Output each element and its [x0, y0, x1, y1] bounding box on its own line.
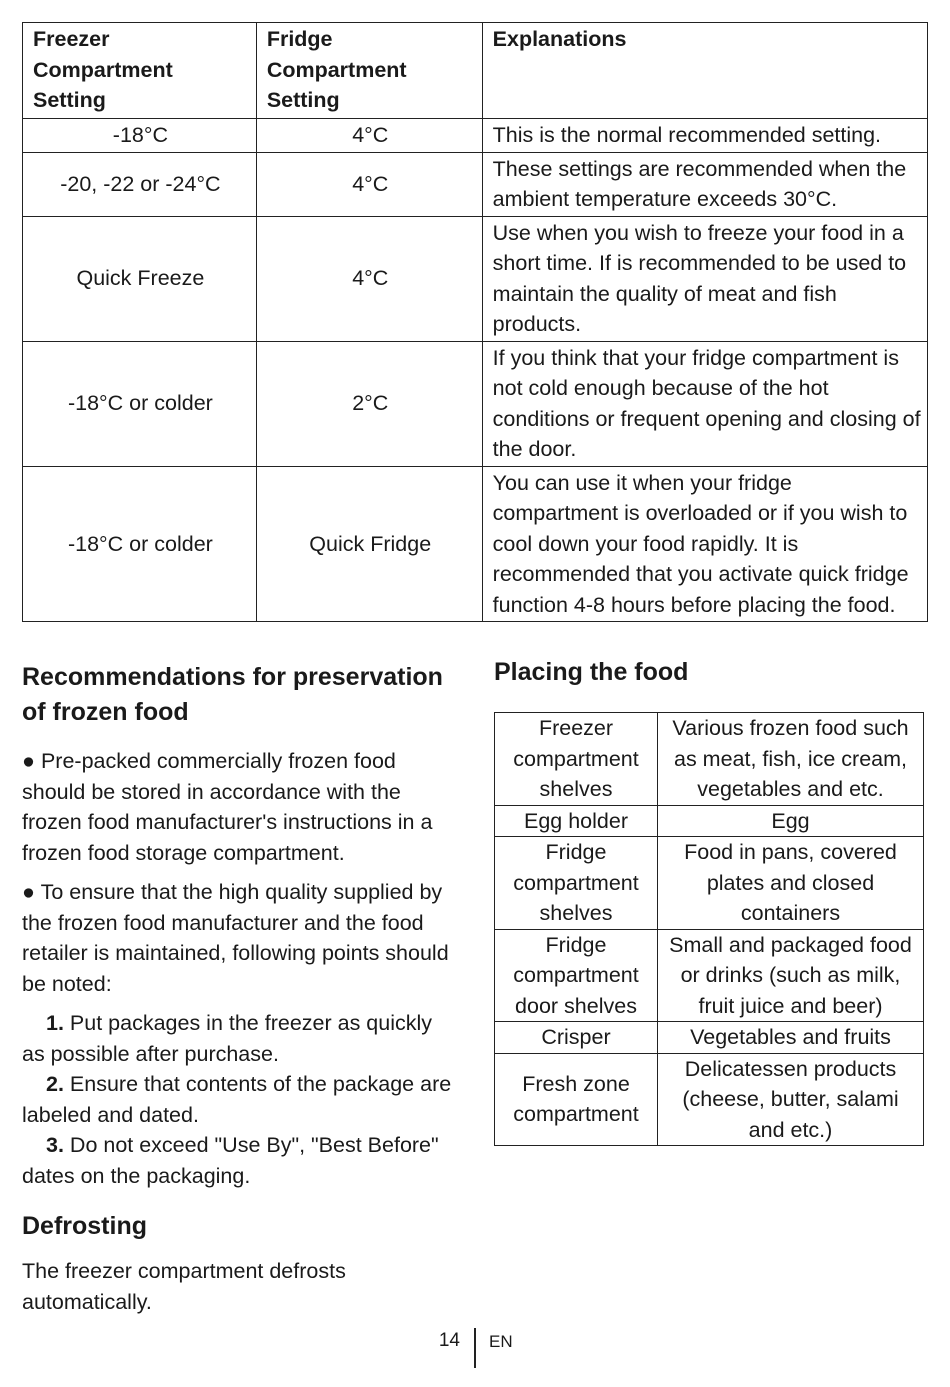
table-row [23, 119, 928, 153]
place-cell: Fridge compartment shelves [495, 837, 658, 930]
step-number: 3. [46, 1133, 64, 1157]
fridge-setting: 2°C [256, 341, 482, 466]
language-code: EN [489, 1332, 513, 1351]
table-row [23, 152, 928, 216]
place-cell: Fresh zone compartment [495, 1053, 658, 1146]
freezer-setting: Quick Freeze [23, 216, 257, 341]
table-row [23, 216, 928, 341]
fridge-setting: 4°C [256, 119, 482, 153]
fridge-setting: Quick Fridge [256, 466, 482, 622]
explanation: This is the normal recommended setting. [482, 119, 927, 153]
food-cell: Vegetables and fruits [658, 1022, 924, 1054]
table-row [495, 1053, 924, 1146]
place-cell: Freezer compartment shelves [495, 713, 658, 806]
explanation: These settings are recommended when the ambient temperature exceeds 30°C. [482, 152, 927, 216]
left-column [22, 660, 452, 1317]
table-row [495, 713, 924, 806]
freezer-setting: -18°C [23, 119, 257, 153]
table-row [495, 837, 924, 930]
food-cell: Food in pans, covered plates and closed containers [658, 837, 924, 930]
food-cell: Egg [658, 805, 924, 837]
placing-title: Placing the food [494, 658, 689, 686]
header-freezer: Freezer Compartment Setting [23, 23, 257, 119]
fridge-setting: 4°C [256, 216, 482, 341]
table-row [495, 805, 924, 837]
bullet-paragraph: ● Pre-packed commercially frozen food should be stored in accordance with the frozen food manufacturer's instructions in a frozen food storage compartment. [22, 749, 433, 865]
explanation: You can use it when your fridge compartment is overloaded or if you wish to cool down your food rapidly. It is recommended that you activate quick fridge function 4-8 hours before placing the food. [482, 466, 927, 622]
step-number: 2. [46, 1072, 64, 1096]
place-cell: Egg holder [495, 805, 658, 837]
bullet-paragraph: ● To ensure that the high quality supplied by the frozen food manufacturer and the food retailer is maintained, following points should be noted: [22, 880, 449, 996]
header-explanations: Explanations [482, 23, 927, 119]
step-item [22, 1069, 452, 1130]
step-item [22, 1130, 452, 1191]
step-number: 1. [46, 1011, 64, 1035]
table-row [23, 466, 928, 622]
place-cell: Fridge compartment door shelves [495, 929, 658, 1022]
table-row [23, 341, 928, 466]
freezer-setting: -18°C or colder [23, 466, 257, 622]
step-text: Ensure that contents of the package are labeled and dated. [22, 1072, 452, 1127]
page-footer [0, 1328, 950, 1368]
table-row [495, 929, 924, 1022]
footer-divider [474, 1328, 476, 1368]
defrosting-text: The freezer compartment defrosts automatically. [22, 1259, 346, 1314]
food-cell: Small and packaged food or drinks (such as milk, fruit juice and beer) [658, 929, 924, 1022]
freezer-setting: -20, -22 or -24°C [23, 152, 257, 216]
settings-table [22, 22, 928, 622]
food-cell: Delicatessen products (cheese, butter, salami and etc.) [658, 1053, 924, 1146]
freezer-setting: -18°C or colder [23, 341, 257, 466]
explanation: If you think that your fridge compartment is not cold enough because of the hot conditions or frequent opening and closing of the door. [482, 341, 927, 466]
step-text: Do not exceed "Use By", "Best Before" dates on the packaging. [22, 1133, 439, 1188]
fridge-setting: 4°C [256, 152, 482, 216]
recommendations-title: Recommendations for preservation of frozen food [22, 663, 443, 726]
placing-table [494, 712, 924, 1146]
step-text: Put packages in the freezer as quickly as possible after purchase. [22, 1011, 433, 1066]
header-fridge: Fridge Compartment Setting [256, 23, 482, 119]
table-row [495, 1022, 924, 1054]
settings-header-row [23, 23, 928, 119]
page-number: 14 [438, 1330, 460, 1351]
right-column [494, 655, 926, 1146]
explanation: Use when you wish to freeze your food in a short time. If is recommended to be used to maintain the quality of meat and fish products. [482, 216, 927, 341]
step-item [22, 1008, 452, 1069]
defrosting-title: Defrosting [22, 1212, 147, 1240]
place-cell: Crisper [495, 1022, 658, 1054]
food-cell: Various frozen food such as meat, fish, ice cream, vegetables and etc. [658, 713, 924, 806]
